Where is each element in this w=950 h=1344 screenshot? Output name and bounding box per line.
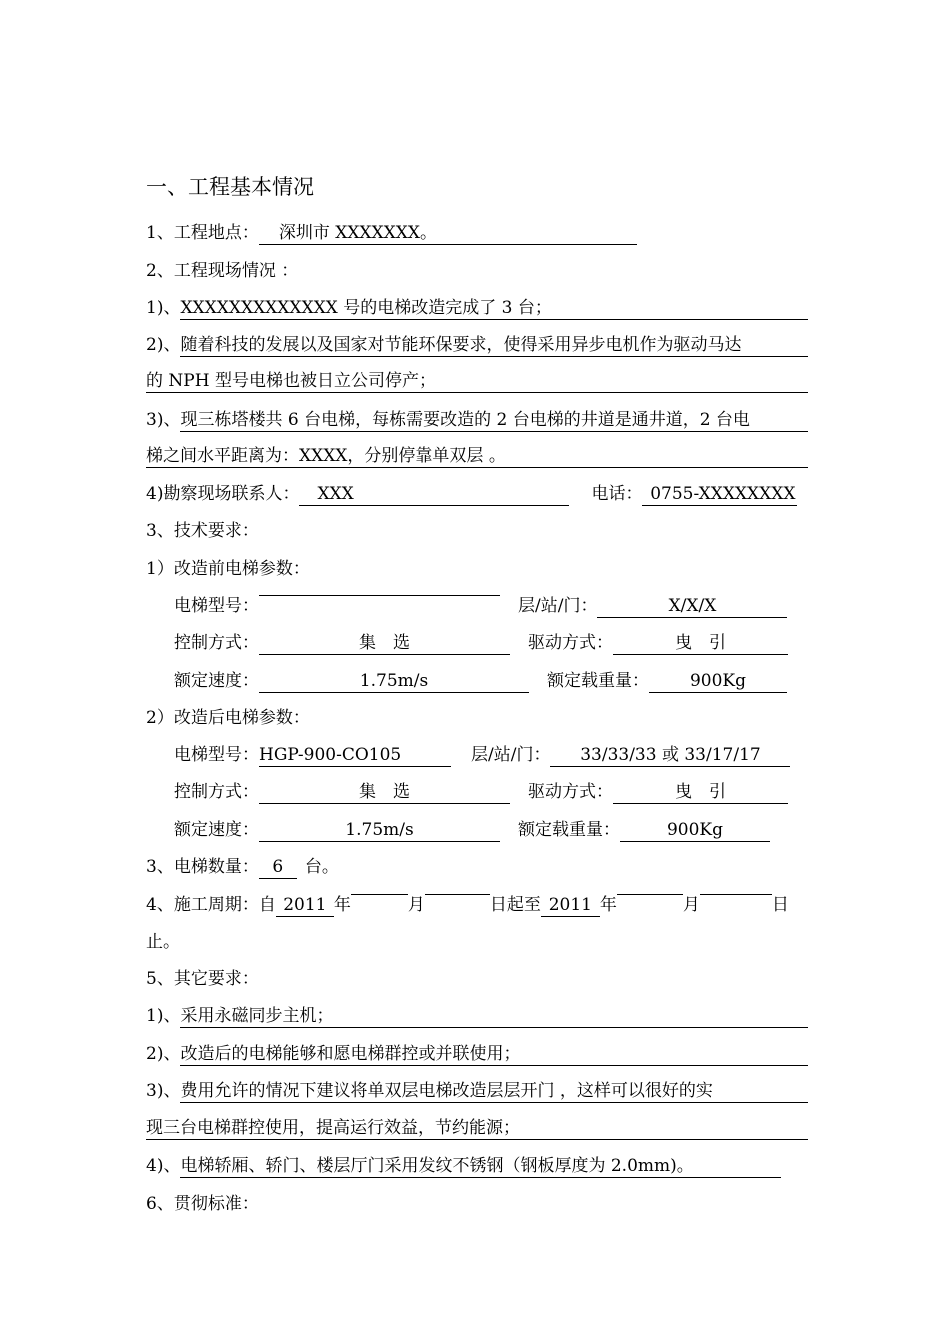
before-row-2 bbox=[174, 632, 788, 655]
before-row-1 bbox=[174, 595, 787, 618]
after-model-value: HGP-900-CO105 bbox=[259, 744, 451, 767]
period-end-day bbox=[700, 894, 772, 895]
quantity-value: 6 bbox=[259, 856, 297, 879]
before-params-title: 1）改造前电梯参数： bbox=[146, 559, 310, 579]
site-condition-3-prefix: 3)、 bbox=[146, 410, 181, 430]
other-req-3-prefix: 3)、 bbox=[146, 1081, 181, 1101]
site-condition-2-text-2: 的 NPH 型号电梯也被日立公司停产； bbox=[146, 370, 808, 393]
before-drive-label: 驱动方式： bbox=[528, 633, 613, 653]
after-floors-label: 层/站/门： bbox=[471, 745, 551, 765]
site-location-value: 深圳市 XXXXXXX。 bbox=[259, 222, 637, 245]
before-control-label: 控制方式： bbox=[174, 633, 259, 653]
period-year-2: 年 bbox=[599, 895, 617, 915]
after-params-title: 2）改造后电梯参数： bbox=[146, 708, 310, 728]
period-end-month bbox=[617, 894, 683, 895]
other-req-3-text-1: 费用允许的情况下建议将单双层电梯改造层层开门 ，这样可以很好的实 bbox=[180, 1080, 808, 1103]
phone-label: 电话： bbox=[591, 484, 643, 504]
after-load-value: 900Kg bbox=[620, 819, 770, 842]
phone-value: 0755-XXXXXXXX bbox=[642, 483, 797, 506]
contact-row bbox=[146, 483, 797, 506]
after-model-label: 电梯型号： bbox=[174, 745, 259, 765]
other-req-4-prefix: 4)、 bbox=[146, 1156, 181, 1176]
after-speed-value: 1.75m/s bbox=[259, 819, 500, 842]
other-req-3-text-2: 现三台电梯群控使用，提高运行效益，节约能源； bbox=[146, 1117, 808, 1140]
period-day-from: 日起至 bbox=[489, 895, 541, 915]
other-req-3-line1 bbox=[146, 1080, 808, 1103]
site-location-label: 1、工程地点： bbox=[146, 223, 259, 243]
after-control-label: 控制方式： bbox=[174, 782, 259, 802]
period-label: 4、施工周期：自 bbox=[146, 895, 276, 915]
before-floors-label: 层/站/门： bbox=[518, 596, 598, 616]
other-req-2-text: 改造后的电梯能够和愿电梯群控或并联使用； bbox=[180, 1043, 808, 1066]
site-condition-3-line1 bbox=[146, 409, 808, 432]
period-row bbox=[146, 894, 789, 917]
quantity-label: 3、电梯数量： bbox=[146, 857, 259, 877]
other-requirements-label: 5、其它要求： bbox=[146, 969, 259, 989]
other-req-1-prefix: 1)、 bbox=[146, 1006, 181, 1026]
site-condition-2-text-1: 随着科技的发展以及国家对节能环保要求，使得采用异步电机作为驱动马达 bbox=[180, 334, 808, 357]
contact-name: XXX bbox=[299, 483, 569, 506]
quantity-unit: 台。 bbox=[304, 857, 339, 877]
after-drive-value: 曳 引 bbox=[613, 781, 788, 804]
period-month-1: 月 bbox=[407, 895, 425, 915]
before-load-label: 额定载重量： bbox=[547, 671, 649, 691]
other-req-4 bbox=[146, 1155, 781, 1178]
before-model-label: 电梯型号： bbox=[174, 596, 259, 616]
period-start-day bbox=[425, 894, 490, 895]
section-title: 一、工程基本情况 bbox=[146, 175, 314, 199]
other-req-1 bbox=[146, 1005, 808, 1028]
after-row-3 bbox=[174, 819, 770, 842]
period-day-end: 日 bbox=[771, 895, 789, 915]
before-floors-value: X/X/X bbox=[597, 595, 787, 618]
before-load-value: 900Kg bbox=[649, 670, 787, 693]
before-speed-label: 额定速度： bbox=[174, 671, 259, 691]
period-start-year: 2011 bbox=[276, 894, 334, 917]
contact-label: 4)勘察现场联系人： bbox=[146, 484, 300, 504]
period-end-year: 2011 bbox=[541, 894, 600, 917]
after-load-label: 额定载重量： bbox=[518, 820, 620, 840]
site-condition-3-text-2: 梯之间水平距离为：XXXX，分别停靠单双层 。 bbox=[146, 445, 808, 468]
site-condition-2-line1 bbox=[146, 334, 808, 357]
other-req-1-text: 采用永磁同步主机； bbox=[180, 1005, 808, 1028]
site-condition-1-text: XXXXXXXXXXXXX 号的电梯改造完成了 3 台； bbox=[180, 297, 808, 320]
site-condition-2-prefix: 2)、 bbox=[146, 335, 181, 355]
site-condition-3-text-1: 现三栋塔楼共 6 台电梯，每栋需要改造的 2 台电梯的井道是通井道，2 台电 bbox=[180, 409, 808, 432]
site-location-row bbox=[146, 222, 637, 245]
other-req-4-text: 电梯轿厢、轿门、楼层厅门采用发纹不锈钢（钢板厚度为 2.0mm)。 bbox=[180, 1155, 781, 1178]
site-conditions-label: 2、工程现场情况 ： bbox=[146, 261, 299, 281]
other-req-2-prefix: 2)、 bbox=[146, 1044, 181, 1064]
other-req-2 bbox=[146, 1043, 808, 1066]
before-drive-value: 曳 引 bbox=[613, 632, 788, 655]
before-speed-value: 1.75m/s bbox=[259, 670, 529, 693]
after-speed-label: 额定速度： bbox=[174, 820, 259, 840]
period-year-1: 年 bbox=[333, 895, 351, 915]
before-model-value bbox=[259, 595, 500, 596]
quantity-row bbox=[146, 856, 339, 879]
after-floors-value: 33/33/33 或 33/17/17 bbox=[550, 744, 790, 767]
after-row-1 bbox=[174, 744, 790, 767]
site-condition-1-prefix: 1)、 bbox=[146, 298, 181, 318]
tech-requirements-label: 3、技术要求： bbox=[146, 521, 259, 541]
period-month-2: 月 bbox=[682, 895, 700, 915]
after-control-value: 集 选 bbox=[259, 781, 510, 804]
after-drive-label: 驱动方式： bbox=[528, 782, 613, 802]
period-end: 止。 bbox=[146, 932, 180, 952]
before-control-value: 集 选 bbox=[259, 632, 510, 655]
after-row-2 bbox=[174, 781, 788, 804]
standards-label: 6、贯彻标准： bbox=[146, 1194, 259, 1214]
period-start-month bbox=[351, 894, 408, 895]
site-condition-1 bbox=[146, 297, 808, 320]
before-row-3 bbox=[174, 670, 787, 693]
